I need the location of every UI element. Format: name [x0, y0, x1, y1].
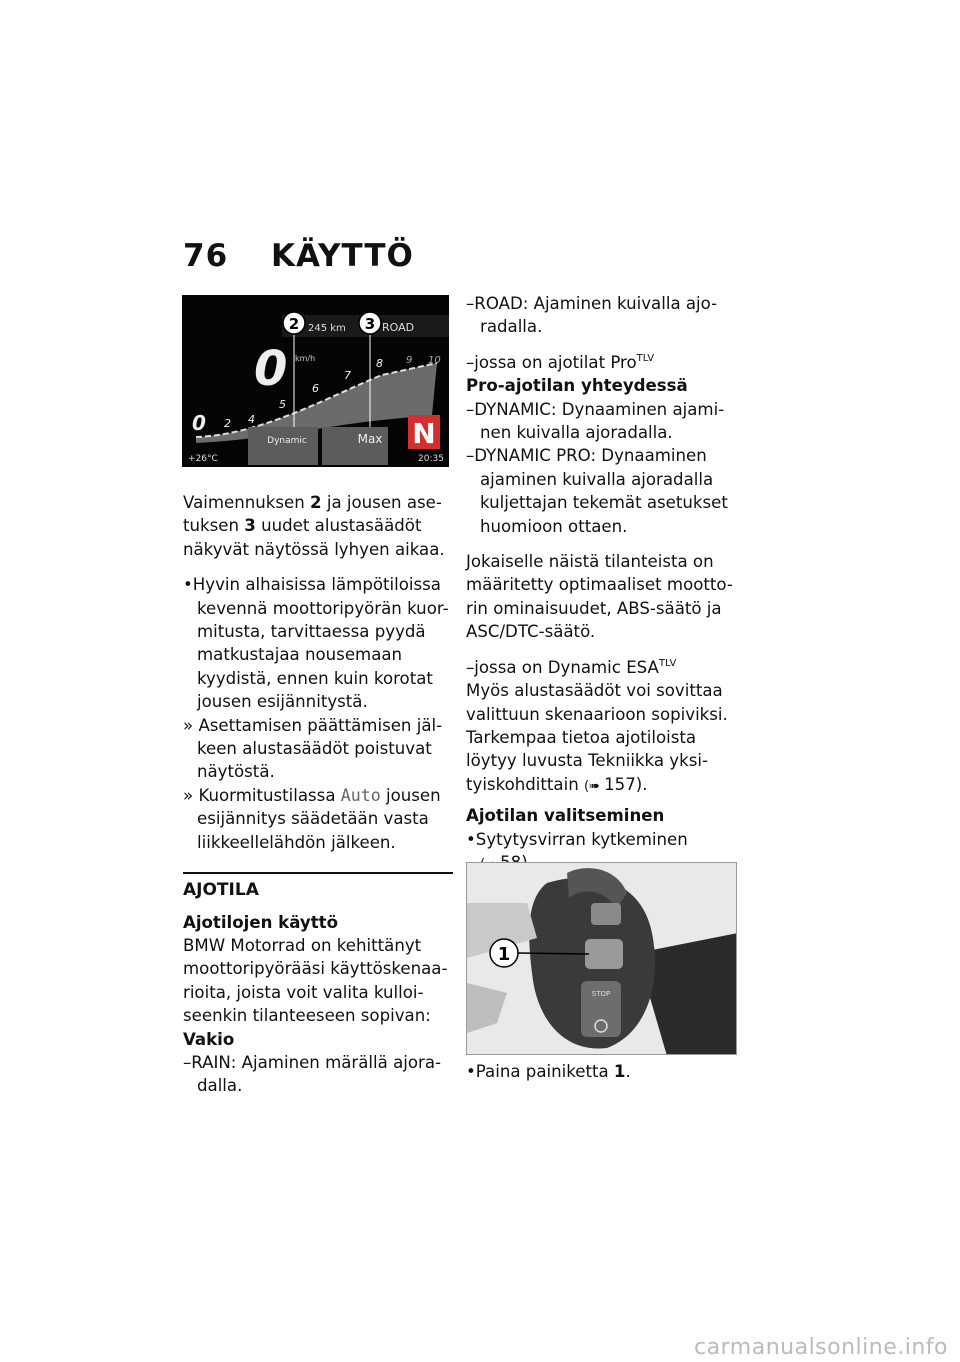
preload-value: Max — [357, 432, 383, 446]
intro-paragraph — [183, 491, 453, 561]
speed-unit: km/h — [295, 354, 316, 363]
damping-value: Dynamic — [267, 436, 307, 446]
text-run: BMW Motorrad on kehittänyt — [183, 935, 422, 955]
text-run: Sytytysvirran kytkeminen — [475, 829, 688, 849]
result-marker: » — [183, 715, 199, 735]
rpm-label-5: 5 — [279, 398, 286, 411]
text-run: rioita, joista voit valita kulloi- — [183, 982, 424, 1002]
bullet-dot: • — [183, 575, 193, 595]
mode-road — [466, 292, 746, 339]
text-run: nen kuivalla ajoradalla. — [480, 423, 673, 443]
esa-paragraph — [466, 679, 746, 798]
text-run: Hyvin alhaisissa lämpötiloissa — [192, 575, 441, 595]
text-run: jossa on ajotilat Pro — [474, 352, 637, 372]
text-run: Jokaiselle näistä tilanteista on — [466, 552, 714, 572]
ambient-temp: +26°C — [188, 454, 218, 464]
text-run: . — [625, 1062, 631, 1081]
result-1 — [183, 714, 453, 784]
text-run: rin ominaisuudet, ABS-säätö ja — [466, 598, 722, 618]
text-run: näytöstä. — [197, 762, 275, 782]
text-run: mitusta, tarvittaessa pyydä — [197, 622, 426, 642]
text-run: DYNAMIC: Dynaaminen ajami- — [474, 399, 725, 419]
bullet-low-temp — [183, 573, 453, 713]
watermark: carmanualsonline.info — [694, 1335, 948, 1360]
rpm-label-10: 10 — [428, 355, 441, 366]
text-run: Myös alustasäädöt voi sovittaa — [466, 681, 723, 701]
text-run: jousen esijännitystä. — [197, 692, 368, 712]
text-run: tyiskohdittain — [466, 774, 584, 794]
dash-marker: – — [466, 294, 475, 313]
esa-availability — [466, 656, 746, 679]
final-step — [466, 1060, 746, 1083]
text-run: RAIN: Ajaminen märällä ajora- — [191, 1052, 441, 1072]
text-run: liikkeellelähdön jälkeen. — [197, 832, 396, 852]
text-run: Asettamisen päättämisen jäl- — [198, 715, 443, 735]
callout-line-1 — [517, 953, 589, 954]
text-run: moottoripyörääsi käyttöskenaa- — [183, 959, 448, 979]
intro-modes-paragraph — [183, 934, 453, 1028]
mode-label: ROAD — [382, 321, 415, 334]
text-run: dalla. — [197, 1076, 243, 1096]
text-run: jossa on Dynamic ESA — [474, 657, 659, 677]
rpm-label-6: 6 — [312, 382, 319, 395]
result-2 — [183, 784, 453, 854]
dash-marker: – — [183, 1052, 192, 1072]
rpm-label-2: 2 — [224, 417, 231, 430]
text-run: löytyy luvusta Tekniikka yksi- — [466, 751, 708, 771]
text-run: jousen — [380, 785, 441, 805]
text-run: seenkin tilanteeseen sopivan: — [183, 1006, 431, 1026]
tft-display-figure — [182, 295, 449, 467]
text-run: tuksen — [183, 516, 245, 536]
text-run: keen alustasäädöt poistuvat — [197, 739, 432, 759]
chapter-title: KÄYTTÖ — [271, 238, 414, 274]
handlebar-switch-figure — [466, 862, 737, 1055]
callout-1-label: 1 — [497, 944, 511, 965]
mode-dynamic — [466, 398, 746, 445]
vakio-heading: Vakio — [183, 1029, 235, 1049]
text-run: Tarkempaa tietoa ajotiloista — [466, 727, 697, 747]
right-column — [466, 292, 746, 876]
dash-marker: – — [466, 399, 475, 419]
text-run: DYNAMIC PRO: Dynaaminen — [474, 446, 707, 466]
text-run: huomioon ottaen. — [480, 516, 628, 536]
callout-3-label: 3 — [364, 315, 376, 333]
rpm-label-4: 4 — [248, 413, 255, 426]
page-ref-arrow-icon: (➠ — [584, 778, 605, 794]
ref-1: 1 — [613, 1062, 626, 1081]
text-run: ASC/DTC-säätö. — [466, 622, 596, 642]
damping-box — [248, 427, 318, 465]
text-run: Vaimennuksen — [183, 493, 311, 512]
tft-display-illustration — [182, 295, 449, 467]
text-run: radalla. — [480, 317, 543, 337]
stop-label: STOP — [591, 990, 611, 998]
ref-3: 3 — [244, 516, 256, 536]
text-run: näkyvät näytössä lyhyen aikaa. — [183, 539, 445, 559]
left-column — [183, 491, 453, 1098]
text-run: ja jousen ase- — [321, 493, 442, 512]
page-ref-157[interactable]: 157). — [604, 774, 648, 794]
rpm-label-8: 8 — [376, 357, 383, 370]
dash-marker: – — [466, 446, 475, 466]
rev-zero: 0 — [192, 411, 206, 435]
bullet-press-button — [466, 1060, 746, 1083]
mode-dynamic-pro — [466, 444, 746, 538]
page-number: 76 — [183, 238, 229, 274]
rpm-label-9: 9 — [406, 355, 413, 366]
text-run: Paina painiketta — [475, 1062, 614, 1081]
dash-marker: – — [466, 657, 475, 677]
text-run: kuljettajan tekemät asetukset — [480, 493, 728, 513]
mode-button — [585, 939, 623, 969]
text-run: uudet alustasäädöt — [255, 516, 422, 536]
handlebar-illustration — [467, 863, 737, 1055]
upper-button — [591, 903, 621, 925]
text-run: kevennä moottoripyörän kuor- — [197, 598, 449, 618]
gear-indicator: N — [412, 417, 436, 450]
bullet-dot: • — [466, 829, 476, 849]
rpm-label-7: 7 — [344, 369, 351, 382]
pro-heading: Pro-ajotilan yhteydessä — [466, 376, 688, 396]
speed-readout: 0 — [254, 341, 288, 397]
tlv-sup: TLV — [636, 352, 655, 364]
mode-rain — [183, 1051, 453, 1098]
odometer: 245 km — [308, 323, 346, 334]
text-run: ajaminen kuivalla ajoradalla — [480, 469, 714, 489]
text-run: matkustajaa nousemaan — [197, 645, 403, 665]
text-run: valittuun skenaarioon sopiviksi. — [466, 704, 728, 724]
bullet-dot: • — [466, 1062, 476, 1081]
result-marker: » — [183, 785, 199, 805]
text-run: esijännitys säädetään vasta — [197, 809, 429, 829]
ref-2: 2 — [310, 493, 322, 512]
auto-mode-label: Auto — [340, 785, 381, 805]
optimal-settings-paragraph — [466, 550, 746, 644]
select-mode-heading: Ajotilan valitseminen — [466, 806, 665, 826]
page-header — [183, 238, 414, 274]
section-title: AJOTILA — [183, 872, 453, 902]
text-run: määritetty optimaaliset mootto- — [466, 575, 733, 595]
subheading: Ajotilojen käyttö — [183, 912, 338, 932]
text-run: kyydistä, ennen kuin korotat — [197, 668, 433, 688]
dash-marker: – — [466, 352, 475, 372]
tlv-sup: TLV — [658, 657, 677, 669]
clock: 20:35 — [418, 454, 444, 464]
text-run: ROAD: Ajaminen kuivalla ajo- — [474, 294, 718, 313]
pro-availability — [466, 351, 746, 374]
callout-2-label: 2 — [288, 315, 300, 333]
text-run: Kuormitustilassa — [198, 785, 341, 805]
